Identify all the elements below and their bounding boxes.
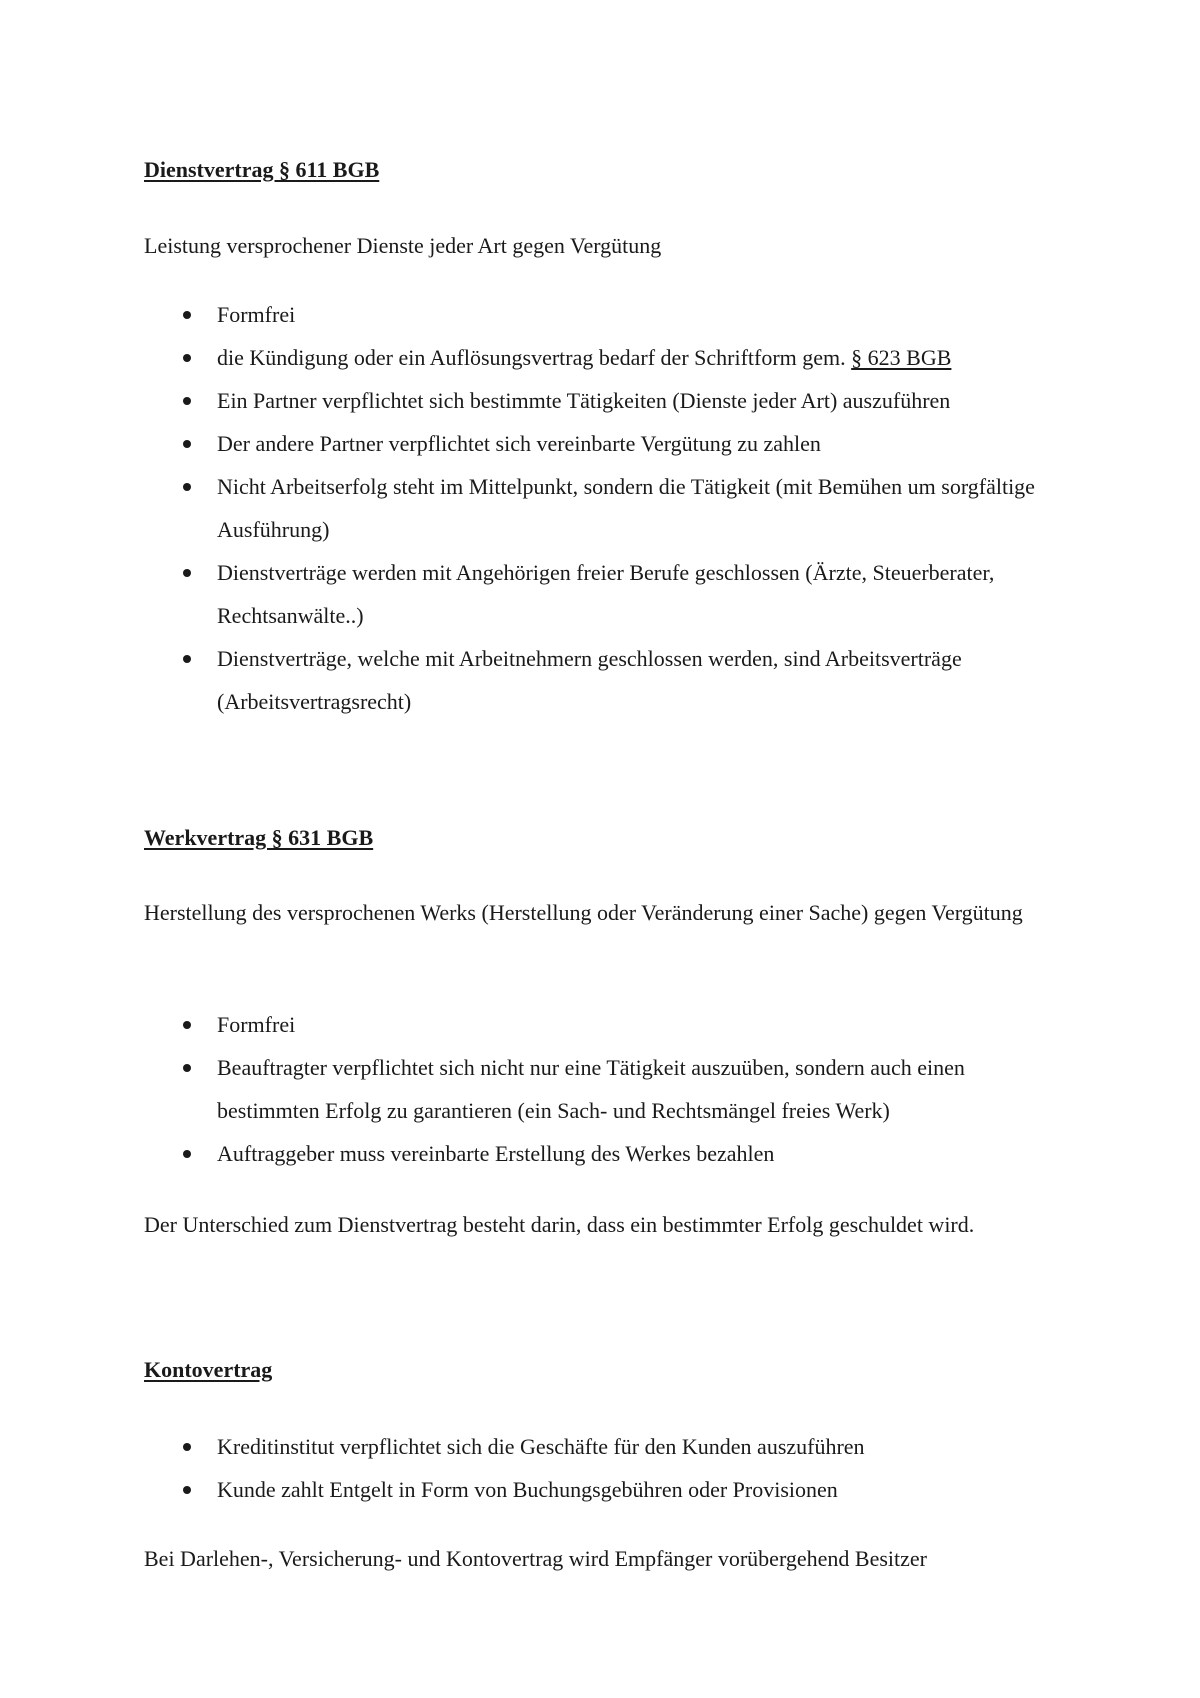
list-item: Dienstverträge werden mit Angehörigen freier Berufe geschlossen (Ärzte, Steuerberater, Rechtsanwälte..) [0, 551, 1067, 637]
bullet-list-kontovertrag [0, 1425, 1067, 1511]
bullet-icon [183, 1443, 191, 1451]
section-heading-kontovertrag: Kontovertrag [144, 1357, 273, 1382]
section-heading-werkvertrag: Werkvertrag § 631 BGB [144, 825, 374, 850]
list-item: Formfrei [0, 1003, 1067, 1046]
list-item: Dienstverträge, welche mit Arbeitnehmern geschlossen werden, sind Arbeitsverträge (Arbeitsvertragsrecht) [0, 637, 1067, 723]
bullet-list-dienstvertrag [0, 293, 1067, 723]
list-item: Kunde zahlt Entgelt in Form von Buchungsgebühren oder Provisionen [0, 1468, 1067, 1511]
list-item: Nicht Arbeitserfolg steht im Mittelpunkt, sondern die Tätigkeit (mit Bemühen um sorgfältige Ausführung) [0, 465, 1067, 551]
bullet-list-werkvertrag [0, 1003, 1067, 1175]
list-item: Formfrei [0, 293, 1067, 336]
list-item: Ein Partner verpflichtet sich bestimmte Tätigkeiten (Dienste jeder Art) auszuführen [0, 379, 1067, 422]
bullet-icon [183, 397, 191, 405]
bullet-icon [183, 1486, 191, 1494]
bullet-icon [183, 1021, 191, 1029]
bullet-icon [183, 1064, 191, 1072]
section-heading-dienstvertrag: Dienstvertrag § 611 BGB [144, 157, 380, 182]
list-item: Auftraggeber muss vereinbarte Erstellung des Werkes bezahlen [0, 1132, 1067, 1175]
bullet-icon [183, 1150, 191, 1158]
bullet-icon [183, 440, 191, 448]
bullet-icon [183, 311, 191, 319]
bullet-icon [183, 354, 191, 362]
section-intro-werkvertrag: Herstellung des versprochenen Werks (Herstellung oder Veränderung einer Sache) gegen Vergütung [144, 900, 1023, 925]
bullet-icon [183, 483, 191, 491]
list-item: Kreditinstitut verpflichtet sich die Geschäfte für den Kunden auszuführen [0, 1425, 1067, 1468]
list-item: die Kündigung oder ein Auflösungsvertrag bedarf der Schriftform gem. § 623 BGB [0, 336, 1067, 379]
section-intro-dienstvertrag: Leistung versprochener Dienste jeder Art gegen Vergütung [144, 233, 662, 258]
bullet-icon [183, 569, 191, 577]
law-reference-link[interactable]: § 623 BGB [851, 345, 952, 370]
list-item: Beauftragter verpflichtet sich nicht nur eine Tätigkeit auszuüben, sondern auch einen bestimmten Erfolg zu garantieren (ein Sach- und Rechtsmängel freies Werk) [0, 1046, 1067, 1132]
list-item: Der andere Partner verpflichtet sich vereinbarte Vergütung zu zahlen [0, 422, 1067, 465]
bullet-icon [183, 655, 191, 663]
section-conclusion-werkvertrag: Der Unterschied zum Dienstvertrag besteht darin, dass ein bestimmter Erfolg geschuldet wird. [144, 1212, 975, 1237]
section-conclusion-kontovertrag: Bei Darlehen-, Versicherung- und Kontovertrag wird Empfänger vorübergehend Besitzer [144, 1546, 927, 1571]
